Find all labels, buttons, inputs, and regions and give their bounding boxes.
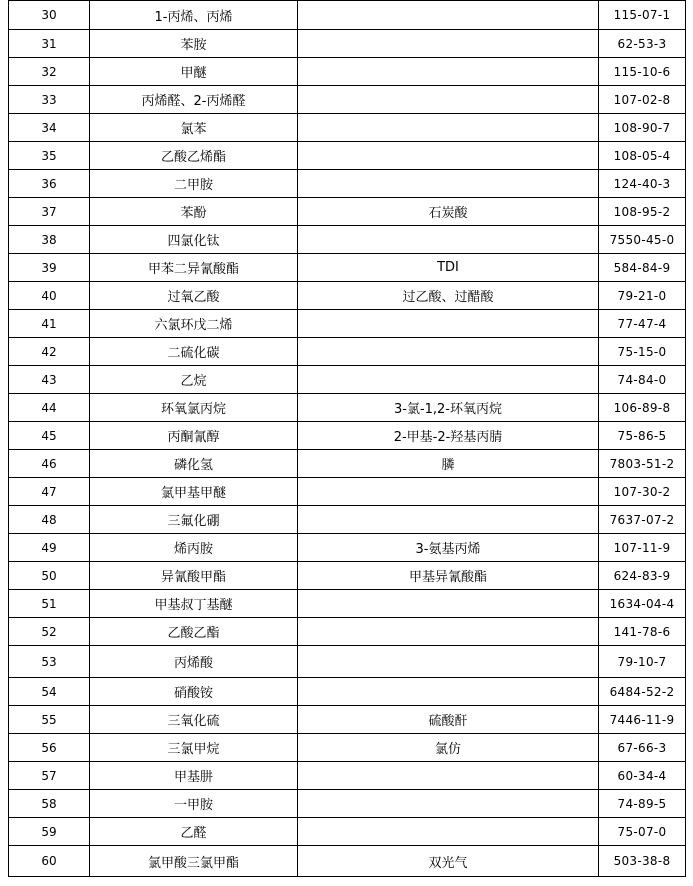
table-row (9, 818, 686, 846)
alias-cell (298, 114, 599, 142)
row-number-cell: 35 (9, 142, 90, 170)
cas-number-cell: 77-47-4 (599, 310, 686, 338)
cas-number-cell: 108-95-2 (599, 198, 686, 226)
row-number-cell: 32 (9, 58, 90, 86)
chemical-name-cell: 氯苯 (90, 114, 298, 142)
chemical-name-cell: 苯酚 (90, 198, 298, 226)
chemical-name-cell: 四氯化钛 (90, 226, 298, 254)
chemical-name-cell: 三氟化硼 (90, 506, 298, 534)
table-row (9, 310, 686, 338)
row-number-cell: 52 (9, 618, 90, 646)
chemical-name-cell: 氯甲基甲醚 (90, 478, 298, 506)
table-row (9, 282, 686, 310)
row-number-cell: 47 (9, 478, 90, 506)
chemical-name-cell: 乙酸乙酯 (90, 618, 298, 646)
chemical-name-cell: 乙醛 (90, 818, 298, 846)
table-row (9, 58, 686, 86)
alias-cell: 2-甲基-2-羟基丙腈 (298, 422, 599, 450)
table-row (9, 450, 686, 478)
table-row (9, 790, 686, 818)
alias-cell (298, 818, 599, 846)
alias-cell: 甲基异氰酸酯 (298, 562, 599, 590)
chemical-name-cell: 乙酸乙烯酯 (90, 142, 298, 170)
chemical-name-cell: 一甲胺 (90, 790, 298, 818)
alias-cell (298, 790, 599, 818)
alias-cell (298, 646, 599, 678)
chemical-name-cell: 丙酮氰醇 (90, 422, 298, 450)
row-number-cell: 41 (9, 310, 90, 338)
chemical-name-cell: 三氧化硫 (90, 706, 298, 734)
row-number-cell: 38 (9, 226, 90, 254)
cas-number-cell: 584-84-9 (599, 254, 686, 282)
cas-number-cell: 108-90-7 (599, 114, 686, 142)
table-row (9, 706, 686, 734)
cas-number-cell: 124-40-3 (599, 170, 686, 198)
alias-cell (298, 762, 599, 790)
alias-cell: 3-氨基丙烯 (298, 534, 599, 562)
alias-cell (298, 506, 599, 534)
row-number-cell: 50 (9, 562, 90, 590)
cas-number-cell: 141-78-6 (599, 618, 686, 646)
cas-number-cell: 75-15-0 (599, 338, 686, 366)
row-number-cell: 45 (9, 422, 90, 450)
alias-cell (298, 678, 599, 706)
table-row (9, 478, 686, 506)
row-number-cell: 48 (9, 506, 90, 534)
table-row (9, 254, 686, 282)
cas-number-cell: 1634-04-4 (599, 590, 686, 618)
table-row (9, 846, 686, 877)
cas-number-cell: 6484-52-2 (599, 678, 686, 706)
row-number-cell: 54 (9, 678, 90, 706)
alias-cell (298, 142, 599, 170)
alias-cell (298, 310, 599, 338)
chemical-name-cell: 环氧氯丙烷 (90, 394, 298, 422)
row-number-cell: 59 (9, 818, 90, 846)
table-row (9, 114, 686, 142)
table-row (9, 562, 686, 590)
cas-number-cell: 115-07-1 (599, 1, 686, 30)
row-number-cell: 39 (9, 254, 90, 282)
cas-number-cell: 106-89-8 (599, 394, 686, 422)
chemical-name-cell: 过氧乙酸 (90, 282, 298, 310)
table-row (9, 198, 686, 226)
cas-number-cell: 108-05-4 (599, 142, 686, 170)
chemical-name-cell: 甲醚 (90, 58, 298, 86)
row-number-cell: 44 (9, 394, 90, 422)
table-row (9, 646, 686, 678)
chemical-name-cell: 丙烯醛、2-丙烯醛 (90, 86, 298, 114)
row-number-cell: 60 (9, 846, 90, 877)
chemical-name-cell: 二硫化碳 (90, 338, 298, 366)
cas-number-cell: 79-10-7 (599, 646, 686, 678)
table-row (9, 366, 686, 394)
cas-number-cell: 107-11-9 (599, 534, 686, 562)
table-row (9, 86, 686, 114)
chemical-name-cell: 甲基肼 (90, 762, 298, 790)
alias-cell (298, 590, 599, 618)
alias-cell: 氯仿 (298, 734, 599, 762)
cas-number-cell: 7446-11-9 (599, 706, 686, 734)
alias-cell (298, 170, 599, 198)
alias-cell (298, 366, 599, 394)
alias-cell: 过乙酸、过醋酸 (298, 282, 599, 310)
row-number-cell: 56 (9, 734, 90, 762)
row-number-cell: 53 (9, 646, 90, 678)
table-row (9, 734, 686, 762)
row-number-cell: 58 (9, 790, 90, 818)
cas-number-cell: 115-10-6 (599, 58, 686, 86)
table-row (9, 338, 686, 366)
table-row (9, 762, 686, 790)
alias-cell: 硫酸酐 (298, 706, 599, 734)
cas-number-cell: 79-21-0 (599, 282, 686, 310)
row-number-cell: 40 (9, 282, 90, 310)
cas-number-cell: 107-30-2 (599, 478, 686, 506)
row-number-cell: 42 (9, 338, 90, 366)
table-row (9, 506, 686, 534)
cas-number-cell: 67-66-3 (599, 734, 686, 762)
chemical-name-cell: 甲苯二异氰酸酯 (90, 254, 298, 282)
table-row (9, 170, 686, 198)
cas-number-cell: 75-86-5 (599, 422, 686, 450)
cas-number-cell: 503-38-8 (599, 846, 686, 877)
cas-number-cell: 107-02-8 (599, 86, 686, 114)
chemical-name-cell: 甲基叔丁基醚 (90, 590, 298, 618)
row-number-cell: 37 (9, 198, 90, 226)
row-number-cell: 55 (9, 706, 90, 734)
chemical-table (8, 0, 686, 877)
cas-number-cell: 74-84-0 (599, 366, 686, 394)
chemical-name-cell: 三氯甲烷 (90, 734, 298, 762)
cas-number-cell: 62-53-3 (599, 30, 686, 58)
alias-cell (298, 30, 599, 58)
chemical-name-cell: 氯甲酸三氯甲酯 (90, 846, 298, 877)
chemical-name-cell: 异氰酸甲酯 (90, 562, 298, 590)
row-number-cell: 51 (9, 590, 90, 618)
row-number-cell: 57 (9, 762, 90, 790)
alias-cell (298, 338, 599, 366)
chemical-name-cell: 六氯环戊二烯 (90, 310, 298, 338)
chemical-name-cell: 乙烷 (90, 366, 298, 394)
cas-number-cell: 7550-45-0 (599, 226, 686, 254)
row-number-cell: 33 (9, 86, 90, 114)
cas-number-cell: 7637-07-2 (599, 506, 686, 534)
row-number-cell: 30 (9, 1, 90, 30)
table-row (9, 1, 686, 30)
row-number-cell: 46 (9, 450, 90, 478)
table-row (9, 30, 686, 58)
table-body (9, 1, 686, 877)
cas-number-cell: 75-07-0 (599, 818, 686, 846)
chemical-name-cell: 磷化氢 (90, 450, 298, 478)
table-row (9, 534, 686, 562)
cas-number-cell: 74-89-5 (599, 790, 686, 818)
alias-cell (298, 58, 599, 86)
table-row (9, 422, 686, 450)
row-number-cell: 36 (9, 170, 90, 198)
chemical-name-cell: 1-丙烯、丙烯 (90, 1, 298, 30)
row-number-cell: 49 (9, 534, 90, 562)
table-row (9, 678, 686, 706)
table-row (9, 590, 686, 618)
alias-cell: 3-氯-1,2-环氧丙烷 (298, 394, 599, 422)
alias-cell: 膦 (298, 450, 599, 478)
table-row (9, 142, 686, 170)
row-number-cell: 43 (9, 366, 90, 394)
table-row (9, 226, 686, 254)
table-row (9, 394, 686, 422)
alias-cell: TDI (298, 254, 599, 282)
alias-cell (298, 478, 599, 506)
chemical-name-cell: 硝酸铵 (90, 678, 298, 706)
row-number-cell: 31 (9, 30, 90, 58)
alias-cell (298, 226, 599, 254)
cas-number-cell: 624-83-9 (599, 562, 686, 590)
row-number-cell: 34 (9, 114, 90, 142)
chemical-name-cell: 丙烯酸 (90, 646, 298, 678)
alias-cell (298, 86, 599, 114)
chemical-name-cell: 烯丙胺 (90, 534, 298, 562)
chemical-name-cell: 二甲胺 (90, 170, 298, 198)
alias-cell (298, 1, 599, 30)
cas-number-cell: 7803-51-2 (599, 450, 686, 478)
alias-cell: 石炭酸 (298, 198, 599, 226)
alias-cell: 双光气 (298, 846, 599, 877)
chemical-name-cell: 苯胺 (90, 30, 298, 58)
alias-cell (298, 618, 599, 646)
table-row (9, 618, 686, 646)
cas-number-cell: 60-34-4 (599, 762, 686, 790)
